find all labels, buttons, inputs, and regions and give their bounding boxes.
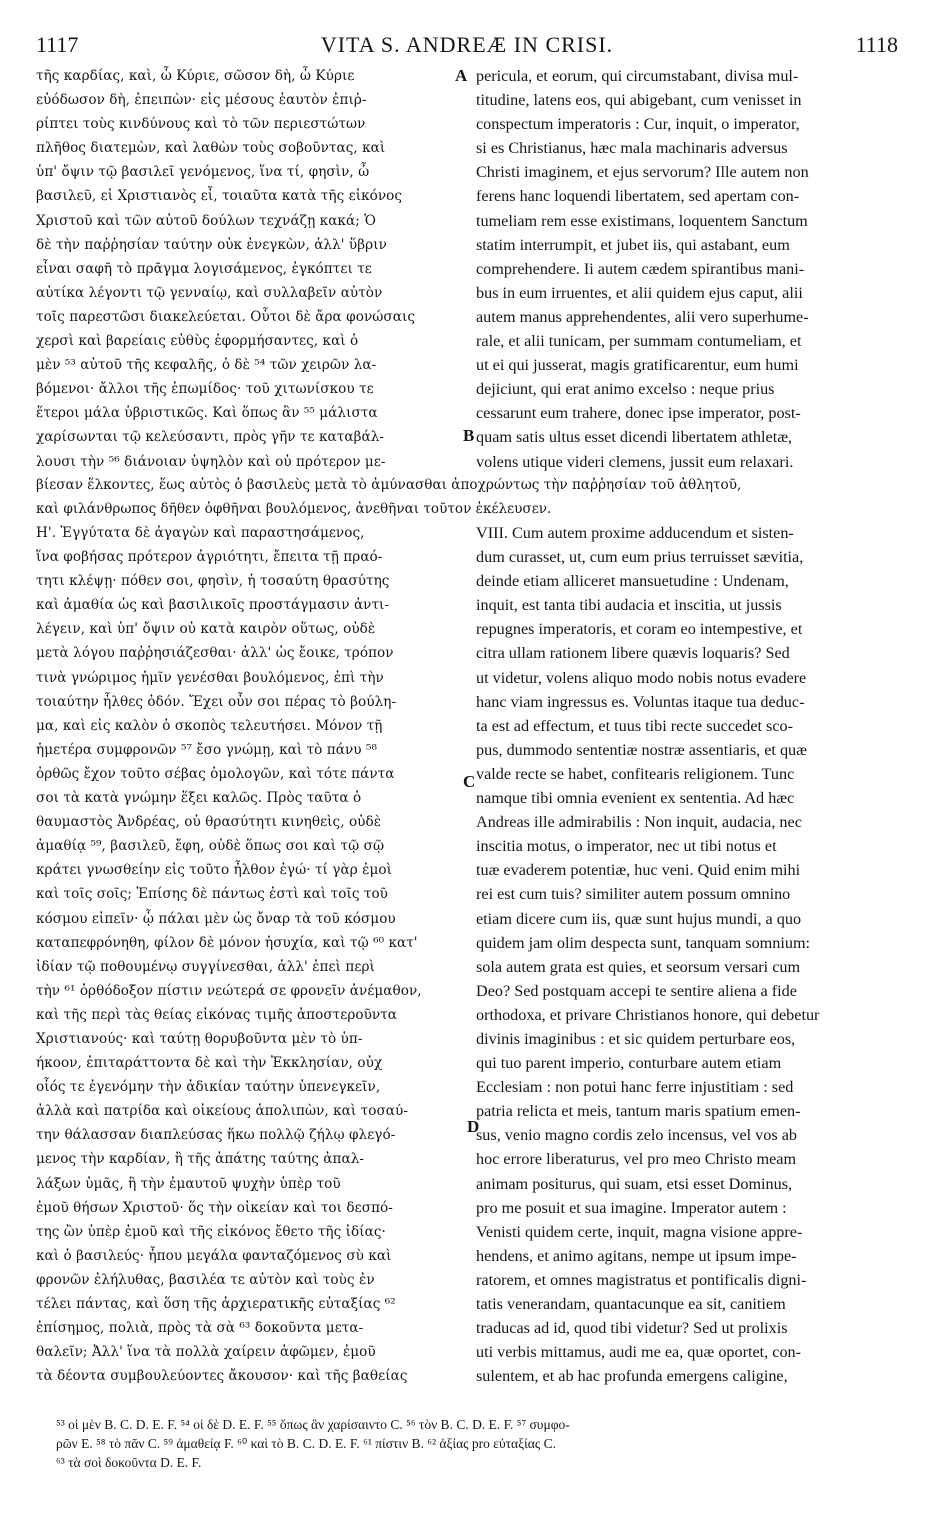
greek-line: τητι κλέψῃ· πόθεν σοι, φησὶν, ἡ τοσαύτη θρασύτης [36,573,390,590]
latin-line: si es Christianus, hæc mala machinaris adversus [476,139,788,158]
greek-line: λουσι τὴν ⁵⁶ διάνοιαν ὑψηλὸν καὶ οὐ πρότερον με- [36,453,386,470]
latin-line: hoc errore liberaturus, vel pro meo Christo meam [476,1150,797,1169]
greek-line: κόσμου εἰπεῖν· ᾧ πάλαι μὲν ὡς ὄναρ τὰ τοῦ κόσμου [36,910,396,927]
greek-line: τὰ δέοντα συμβουλεύοντες ἄκουσον· καὶ τῆς βαθείας [36,1368,408,1385]
latin-line: tumeliam rem esse existimans, loquentem Sanctum [476,211,808,230]
latin-line: cessarunt eum trahere, donec ipse imperator, post- [476,404,801,423]
greek-line: φρονῶν ἐλήλυθας, βασιλέα τε αὐτὸν καὶ τοὺς ἐν [36,1271,375,1288]
greek-line: μετὰ λόγου παῤῥησιάζεσθαι· ἀλλ' ὡς ἔοικε, τρόπον [36,645,394,662]
greek-line: τέλει πάντας, καὶ ὅση τῆς ἀρχιερατικῆς εὐταξίας ⁶² [36,1296,396,1312]
latin-line: qui tuo parent imperio, conturbare autem etiam [476,1054,782,1073]
greek-wide-line: καὶ φιλάνθρωπος δῆθεν ὀφθῆναι βουλόμενος, ἀνεθῆναι τοῦτον ἐκέλευσεν. [36,501,552,518]
greek-line: ἐπίσημος, πολιὰ, πρὸς τὰ σὰ ⁶³ δοκοῦντα μετα- [36,1320,364,1337]
latin-line: ut videtur, volens aliquo modo nobis notus evadere [476,668,807,687]
greek-line: τινὰ γνώριμος ἡμῖν γενέσθαι βουλόμενος, ἐπὶ τὴν [36,669,384,686]
latin-line: inquit, est tanta tibi audacia et inscitia, ut jussis [476,596,782,615]
latin-line: ratorem, et omnes magistratus et pontificalis digni- [476,1270,807,1289]
latin-line: Andreas ille admirabilis : Non inquit, audacia, nec [476,813,802,832]
latin-line: VIII. Cum autem proxime adducendum et sisten- [476,524,794,542]
greek-line: Η'. Ἐγγύτατα δὲ ἀγαγὼν καὶ παραστησάμενος, [36,525,365,541]
greek-line: της ὢν ὑπὲρ ἐμοῦ καὶ τῆς εἰκόνος ἔθετο τῆς ἰδίας· [36,1223,386,1240]
latin-line: quidem jam olim despecta sunt, tanquam somnium: [476,933,811,952]
right-page-number: 1118 [855,32,898,57]
greek-line: ἀμαθίᾳ ⁵⁹, βασιλεῦ, ἔφη, οὐδὲ ὅπως σοι καὶ τῷ σῷ [36,838,385,855]
greek-line: βασιλεῦ, εἰ Χριστιανὸς εἶ, τοιαῦτα κατὰ τῆς εἰκόνος [36,188,403,205]
margin-letter-a: A [455,66,468,85]
greek-line: πλῆθος διατεμὼν, καὶ λαθὼν τοὺς σοβοῦντας, καὶ [36,140,386,157]
greek-line: μενος τὴν καρδίαν, ἢ τῆς ἀπάτης ταύτης ἀπαλ- [36,1151,364,1168]
latin-line: hanc viam ingressus es. Voluntas itaque tua deduc- [476,692,805,711]
greek-line: χερσὶ καὶ βαρείαις εὐθὺς ἐφορμήσαντες, καὶ ὁ [36,333,359,350]
greek-line: ήκοον, ἐπιταράττοντα δὲ καὶ τὴν Ἐκκλησίαν, οὐχ [36,1055,383,1072]
footnote-line: ⁵³ οἱ μὲν B. C. D. E. F. ⁵⁴ οἱ δὲ D. E. F. ⁵⁵ ὅπως ἂν χαρίσαιντο C. ⁵⁶ τὸν B. C. D. E. F. ⁵⁷ συμφο- [56,1417,570,1432]
running-title: VITA S. ANDREÆ IN CRISI. [320,32,614,57]
greek-line: ρίπτει τοὺς κινδύνους καὶ τὸ τῶν περιεστώτων [36,116,366,133]
latin-line: citra ullam rationem libere quævis loquaris? Sed [476,644,790,663]
greek-line: ἕτεροι μάλα ὑβριστικῶς. Καὶ ὅπως ἂν ⁵⁵ μάλιστα [36,405,378,422]
running-header [36,32,898,62]
greek-line: ὑπ' ὄψιν τῷ βασιλεῖ γενόμενος, ἵνα τί, φησὶν, ὦ [36,164,370,181]
greek-line: σοι τὰ κατὰ γνώμην ἕξει καλῶς. Πρὸς ταῦτα ὁ [36,790,362,807]
latin-line: deinde etiam alliceret mansuetudine : Undenam, [476,572,789,591]
latin-line: Deo? Sed postquam accepi te sentire aliena a fide [476,981,797,1000]
greek-line: Χριστοῦ καὶ τῶν αὐτοῦ δούλων τεχνάζῃ κακά; Ὁ [36,212,376,229]
latin-line: sus, venio magno cordis zelo incensus, vel vos ab [476,1126,797,1145]
latin-line: autem manus apprehendentes, alii vero superhume- [476,307,809,326]
latin-line: quam satis ultus esset dicendi libertatem athletæ, [476,428,793,447]
latin-line: conspectum imperatoris : Cur, inquit, o imperator, [476,115,800,134]
greek-line: κράτει γνωσθείην εἰς τοῦτο ἦλθον ἐγώ· τί γὰρ ἐμοὶ [36,862,392,879]
greek-line: εἶναι σαφῆ τὸ πρᾶγμα λογισάμενος, ἐγκόπτει τε [36,260,372,277]
latin-line: Christi imaginem, et ejus servorum? Ille autem non [476,163,809,182]
greek-line: καὶ ὁ βασιλεύς· ἧπου μεγάλα φανταζόμενος σὺ καὶ [36,1247,392,1264]
latin-line: inscitia motus, o imperator, nec ut tibi notus et [476,837,777,856]
latin-line: sola autem grata est quies, et seorsum versari cum [476,957,801,976]
greek-line: ἡμετέρα συμφρονῶν ⁵⁷ ἔσο γνώμῃ, καὶ τὸ πάνυ ⁵⁸ [36,741,377,758]
greek-line: χαρίσωνται τῷ κελεύσαντι, πρὸς γῆν τε καταβάλ- [36,429,385,446]
latin-line: sulentem, et ab hac profunda emergens caligine, [476,1367,788,1386]
greek-line: λέγειν, καὶ ὑπ' ὄψιν οὐ κατὰ καιρὸν οὕτως, οὐδὲ [36,621,376,638]
latin-line: pericula, et eorum, qui circumstabant, divisa mul- [476,67,799,85]
latin-line: comprehendere. Ii autem cædem spirantibus mani- [476,259,805,278]
latin-line: volens utique videri clemens, jussit eum relaxari. [476,452,794,471]
latin-line: Ecclesiam : non potui hanc ferre injustitiam : sed [476,1078,794,1097]
greek-column-top [36,64,462,474]
footnote-line: ⁶³ τὰ σοὶ δοκοῦντα D. E. F. [56,1455,202,1470]
greek-line: εὐόδωσον δὴ, ἐπειπὼν· εἰς μέσους ἑαυτὸν ἐπιῤ- [36,92,367,109]
latin-line: statim interrumpit, et jubet iis, qui astabant, eum [476,235,790,254]
greek-line: θαυμαστὸς Ἀνδρέας, οὐ θρασύτητι κινηθεὶς, οὐδὲ [36,814,382,831]
greek-line: τοιαύτην ἦλθες ὁδόν. Ἔχει οὖν σοι πέρας τὸ βούλη- [36,693,397,710]
greek-line: μὲν ⁵³ αὐτοῦ τῆς κεφαλῆς, ὁ δὲ ⁵⁴ τῶν χειρῶν λα- [36,357,377,374]
greek-line: καὶ τῆς περὶ τὰς θείας εἰκόνας τιμῆς ἀποστεροῦντα [36,1006,398,1023]
greek-line: ἰδίαν τῷ ποθουμένῳ συγγίνεσθαι, ἀλλ' ἐπεὶ περὶ [36,958,375,975]
greek-line: ἵνα φοβήσας πρότερον ἀγριότητι, ἔπειτα τῇ πραό- [36,549,383,566]
greek-line: καταπεφρόνηθη, φίλον δὲ μόνον ἡσυχία, καὶ τῷ ⁶⁰ κατ' [36,934,418,951]
greek-line: βόμενοι· ἄλλοι τῆς ἐπωμίδος· τοῦ χιτωνίσκου τε [36,381,374,398]
greek-line: καὶ τοῖς σοῖς; Ἐπίσης δὲ πάντως ἐστὶ καὶ τοῖς τοῦ [36,886,388,903]
latin-line: dejiciunt, qui erat animo excelso : neque prius [476,380,775,399]
latin-line: animam positurus, qui suam, etsi esset Dominus, [476,1174,793,1193]
latin-line: titudine, latens eos, qui abigebant, cum venisset in [476,91,802,110]
left-page-number: 1117 [36,32,79,57]
latin-line: rale, et alii tunicam, per summam contumeliam, et [476,332,802,351]
greek-line: ὀρθῶς ἔχον τοῦτο σέβας ὁμολογῶν, καὶ τότε πάντα [36,765,395,782]
latin-column-bottom [476,521,900,1388]
greek-line: θαλεῖν; Ἀλλ' ἵνα τὰ πολλὰ χαίρειν ἀφῶμεν, ἐμοῦ [36,1344,376,1361]
latin-line: patria relicta et meis, tantum maris spatium emen- [476,1102,801,1121]
footnote-line: ρῶν E. ⁵⁸ τὸ πᾶν C. ⁵⁹ ἀμαθείᾳ F. ⁶⁰ καὶ τὸ B. C. D. E. F. ⁶¹ πίστιν B. ⁶² ἀξίας pro εὐταξίας C. [56,1436,556,1451]
footnotes [56,1415,906,1472]
greek-line: ἐμοῦ θήσων Χριστοῦ· ὅς τὴν οἰκείαν καὶ τοι δεσπό- [36,1199,393,1216]
greek-line: λάξων ὑμᾶς, ἢ τὴν ἐμαυτοῦ ψυχὴν ὑπὲρ τοῦ [36,1175,341,1192]
greek-fullwidth-lines [36,473,900,521]
latin-line: repugnes imperatoris, et coram eo intempestive, et [476,620,803,639]
greek-line: τῆς καρδίας, καὶ, ὦ Κύριε, σῶσον δὴ, ὦ Κύριε [36,68,355,84]
greek-line: Χριστιανούς· καὶ ταύτῃ θορυβοῦντα μὲν τὸ ὑπ- [36,1030,363,1047]
latin-line: divinis imaginibus : et sic quidem perturbare eos, [476,1029,796,1048]
latin-line: orthodoxa, et privare Christianos honore, qui debetur [476,1005,820,1024]
latin-line: valde recte se habet, confitearis religionem. Tunc [476,764,795,783]
greek-wide-line: βίεσαν ἕλκοντες, ἕως αὐτὸς ὁ βασιλεὺς μετὰ τὸ ἀμύνασθαι ἀποχρώντως τὴν παῤῥησίαν τοῦ ἀθλητοῦ, [36,477,742,493]
latin-line: traducas ad id, quod tibi videtur? Sed ut prolixis [476,1319,788,1338]
latin-line: pro me posuit et sua imagine. Imperator autem : [476,1198,787,1217]
latin-column-top [476,64,900,474]
greek-line: τὴν ⁶¹ ὀρθόδοξον πίστιν νεώτερά σε φρονεῖν ἀνέμαθον, [36,982,422,999]
greek-line: ἀλλὰ καὶ πατρίδα καὶ οἰκείους ἀπολιπὼν, καὶ τοσαύ- [36,1103,408,1120]
margin-letter-c: C [463,772,476,791]
greek-line: τοῖς παρεστῶσι διακελεύεται. Οὗτοι δὲ ἄρα φονώσαις [36,308,415,325]
latin-line: tuæ evaderem potentiæ, huc veni. Quid enim mihi [476,861,801,880]
greek-line: μα, καὶ εἰς καλὸν ὁ σκοπὸς τελευτήσει. Μόνον τῇ [36,717,383,734]
latin-line: pus, dummodo sententiæ nostræ assentiaris, et quæ [476,740,807,759]
greek-line: την θάλασσαν διαπλεύσας ἥκω πολλῷ ζήλῳ φλεγό- [36,1127,396,1144]
greek-line: καὶ ἀμαθία ὡς καὶ βασιλικοῖς προστάγμασιν ἀντι- [36,597,390,614]
latin-line: Venisti quidem certe, inquit, magna visione appre- [476,1222,803,1241]
latin-line: ferens hanc loquendi libertatem, sed apertam con- [476,187,800,206]
latin-line: hendens, et animo agitans, nempe ut ipsum impe- [476,1246,797,1265]
latin-line: ta est ad effectum, et tuus tibi recte succedet sco- [476,716,794,735]
latin-line: tatis venerandam, quantacunque ea sit, canitiem [476,1295,786,1313]
greek-line: αὐτίκα λέγοντι τῷ γενναίῳ, καὶ συλλαβεῖν αὐτὸν [36,284,383,301]
margin-letter-b: B [463,426,475,445]
latin-line: etiam dicere cum iis, quæ sunt hujus mundi, a quo [476,909,802,928]
latin-line: rei est cum tuis? similiter autem possum omnino [476,885,791,904]
greek-line: οἷός τε ἐγενόμην τὴν ἀδικίαν ταύτην ὑπενεγκεῖν, [36,1079,381,1096]
greek-line: δὲ τὴν παῤῥησίαν ταύτην οὐκ ἐνεγκὼν, ἀλλ' ὕβριν [36,236,387,253]
latin-line: uti verbis mittamus, audi me ea, quæ oportet, con- [476,1343,802,1362]
greek-column-bottom [36,521,462,1388]
margin-letter-d: D [467,1117,480,1136]
latin-line: ut ei qui jusserat, magis gratificarentur, eum humi [476,356,799,375]
latin-line: dum curasset, ut, cum eum prius terruisset sævitia, [476,548,804,567]
latin-line: namque tibi omnia evenient ex sententia. Ad hæc [476,789,795,808]
latin-line: bus in eum irruentes, et alii quidem ejus caput, alii [476,283,803,302]
